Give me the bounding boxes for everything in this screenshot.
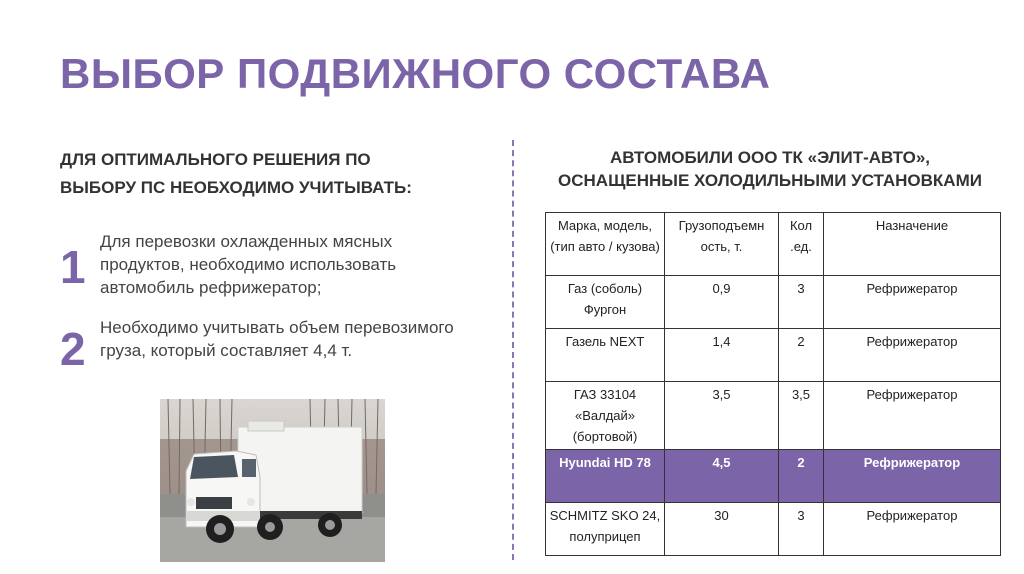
cell-model: ГАЗ 33104 «Валдай» (бортовой) [546, 382, 665, 450]
table-row [546, 503, 1001, 556]
point-text: Для перевозки охлажденных мясных продуктов, необходимо использовать автомобиль рефрижератор; [100, 232, 397, 297]
column-divider [512, 140, 514, 560]
cell-capacity: 4,5 [665, 450, 779, 503]
cell-count: 3 [779, 503, 824, 556]
point-text: Необходимо учитывать объем перевозимого груза, который составляет 4,4 т. [100, 318, 454, 360]
cell-purpose: Рефрижератор [824, 450, 1001, 503]
right-heading-line2: ОСНАЩЕННЫЕ ХОЛОДИЛЬНЫМИ УСТАНОВКАМИ [558, 171, 982, 190]
table-row [546, 382, 1001, 450]
table-row [546, 329, 1001, 382]
cell-model: Hyundai HD 78 [546, 450, 665, 503]
header-count: Кол .ед. [779, 213, 824, 276]
fleet-table [545, 212, 1001, 556]
cell-purpose: Рефрижератор [824, 276, 1001, 329]
point-number: 2 [60, 323, 86, 375]
cell-count: 3 [779, 276, 824, 329]
cell-count: 2 [779, 329, 824, 382]
cell-purpose: Рефрижератор [824, 382, 1001, 450]
cell-capacity: 0,9 [665, 276, 779, 329]
header-capacity: Грузоподъемн ость, т. [665, 213, 779, 276]
cell-purpose: Рефрижератор [824, 503, 1001, 556]
table-row-highlighted [546, 450, 1001, 503]
left-heading-line1: ДЛЯ ОПТИМАЛЬНОГО РЕШЕНИЯ ПО [60, 150, 371, 169]
left-heading-line2: ВЫБОРУ ПС НЕОБХОДИМО УЧИТЫВАТЬ: [60, 178, 412, 197]
left-heading [60, 146, 480, 202]
table-header-row [546, 213, 1001, 276]
cell-capacity: 30 [665, 503, 779, 556]
cell-capacity: 1,4 [665, 329, 779, 382]
cell-model: Газель NEXT [546, 329, 665, 382]
cell-model: Газ (соболь) Фургон [546, 276, 665, 329]
right-heading-line1: АВТОМОБИЛИ ООО ТК «ЭЛИТ-АВТО», [609, 148, 931, 167]
header-purpose: Назначение [824, 213, 1001, 276]
cell-purpose: Рефрижератор [824, 329, 1001, 382]
slide-title: ВЫБОР ПОДВИЖНОГО СОСТАВА [60, 50, 771, 97]
table-row [546, 276, 1001, 329]
cell-count: 2 [779, 450, 824, 503]
refrigerated-truck-photo [160, 399, 385, 562]
cell-capacity: 3,5 [665, 382, 779, 450]
cell-model: SCHMITZ SKO 24, полуприцеп [546, 503, 665, 556]
right-heading [520, 146, 1020, 192]
header-model: Марка, модель, (тип авто / кузова) [546, 213, 665, 276]
cell-count: 3,5 [779, 382, 824, 450]
point-number: 1 [60, 241, 86, 293]
